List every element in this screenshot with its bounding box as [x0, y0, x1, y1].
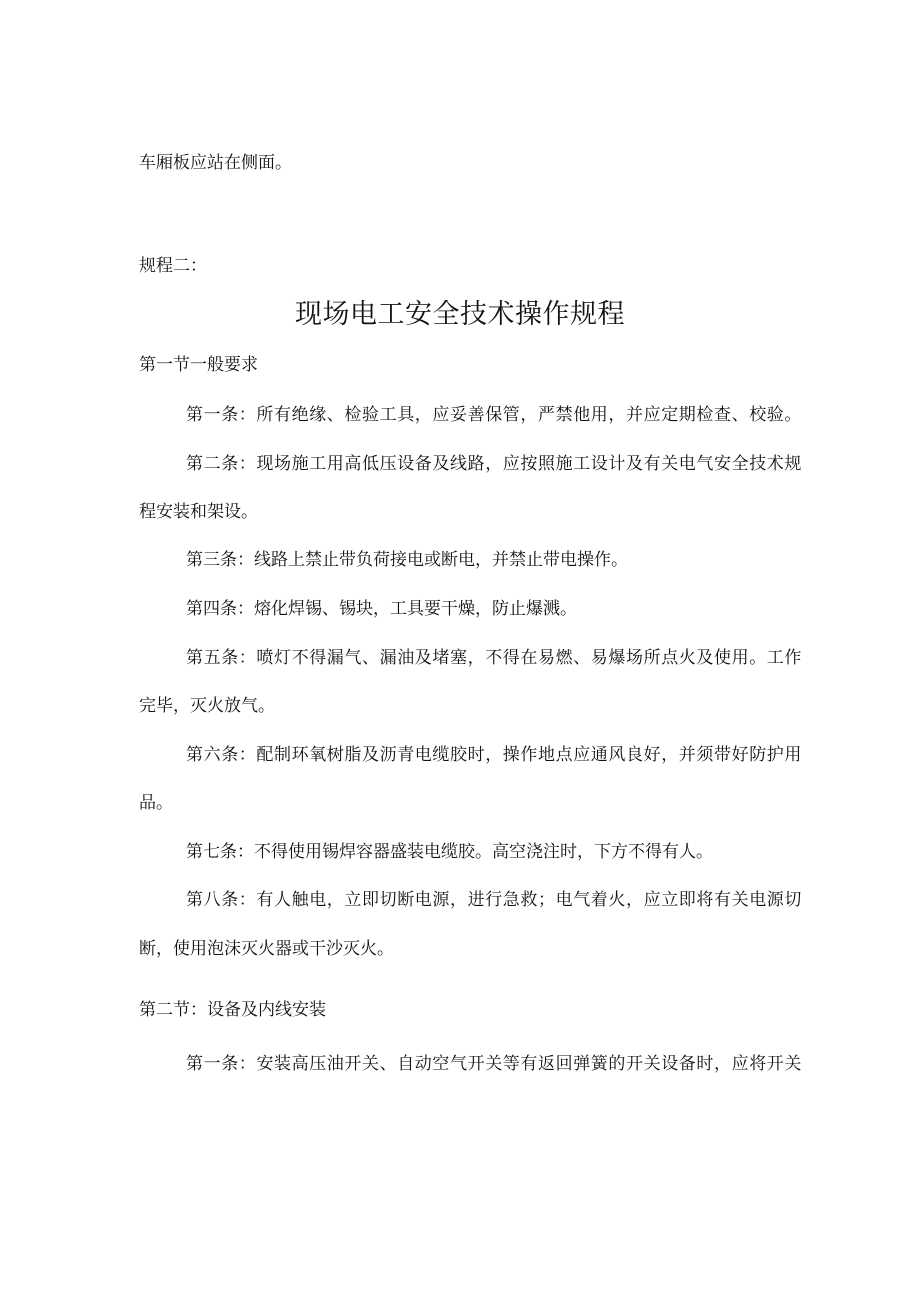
section-1-article-6-line-1: 第六条：配制环氧树脂及沥青电缆胶时，操作地点应通风良好，并须带好防护用 — [186, 745, 802, 765]
section-1-article-5-line-1: 第五条：喷灯不得漏气、漏油及堵塞，不得在易燃、易爆场所点火及使用。工作 — [186, 648, 802, 668]
section-1-article-3: 第三条：线路上禁止带负荷接电或断电，并禁止带电操作。 — [186, 550, 628, 570]
section-2-heading: 第二节：设备及内线安装 — [139, 1000, 326, 1020]
section-1-article-5-line-2: 完毕，灭火放气。 — [139, 696, 275, 716]
section-1-heading: 第一节一般要求 — [139, 355, 258, 375]
section-2-article-1-line-1: 第一条：安装高压油开关、自动空气开关等有返回弹簧的开关设备时，应将开关 — [186, 1054, 802, 1074]
section-1-article-4: 第四条：熔化焊锡、锡块，工具要干燥，防止爆溅。 — [186, 599, 577, 619]
section-1-article-6-line-2: 品。 — [139, 793, 173, 813]
section-1-article-8-line-1: 第八条：有人触电，立即切断电源，进行急救；电气着火，应立即将有关电源切 — [186, 890, 802, 910]
continuation-text: 车厢板应站在侧面。 — [139, 153, 292, 173]
section-1-article-2-line-2: 程安装和架设。 — [139, 502, 258, 522]
procedure-label: 规程二： — [139, 256, 207, 276]
section-1-article-1: 第一条：所有绝缘、检验工具，应妥善保管，严禁他用，并应定期检查、校验。 — [186, 405, 802, 425]
section-1-article-2-line-1: 第二条：现场施工用高低压设备及线路，应按照施工设计及有关电气安全技术规 — [186, 454, 802, 474]
section-1-article-8-line-2: 断，使用泡沫灭火器或干沙灭火。 — [139, 939, 394, 959]
section-1-article-7: 第七条：不得使用锡焊容器盛装电缆胶。高空浇注时，下方不得有人。 — [186, 842, 713, 862]
document-title: 现场电工安全技术操作规程 — [295, 299, 625, 330]
